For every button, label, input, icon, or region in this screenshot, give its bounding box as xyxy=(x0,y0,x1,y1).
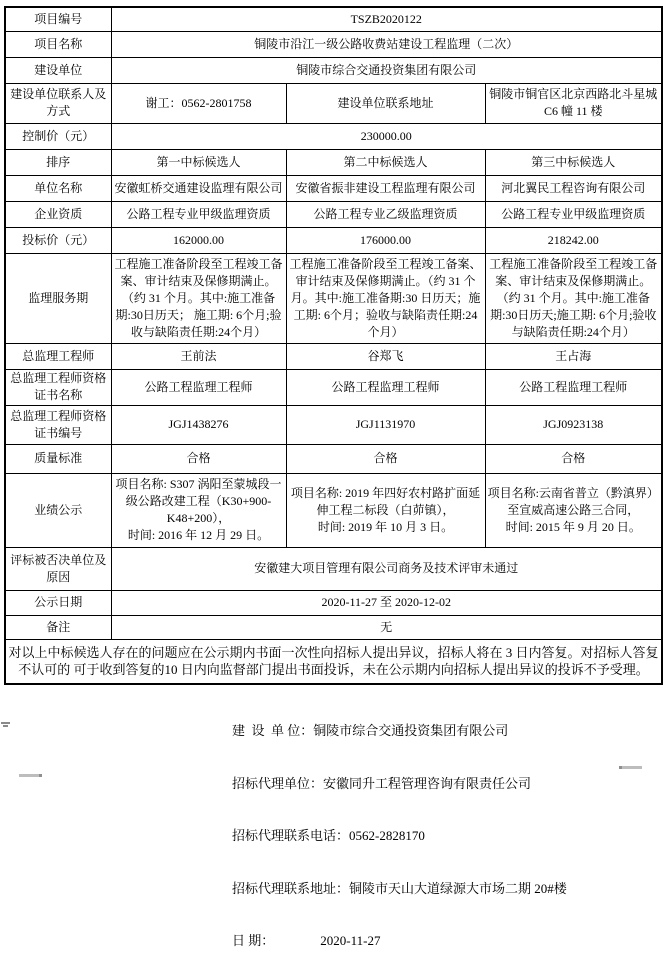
qualification-label: 企业资质 xyxy=(5,201,111,227)
table-move-handle-icon[interactable] xyxy=(1,722,11,729)
handle-bar xyxy=(3,725,8,727)
rank-second: 第二中标候选人 xyxy=(286,149,485,175)
owner-contact-address-label: 建设单位联系地址 xyxy=(286,83,485,123)
row-objection-note xyxy=(5,639,662,684)
owner-label: 建设单位 xyxy=(5,57,111,83)
service-period-label: 监理服务期 xyxy=(5,253,111,343)
footer-agency: 招标代理单位：安徽同升工程管理咨询有限责任公司 xyxy=(232,775,532,791)
bid-price-2: 176000.00 xyxy=(286,227,485,253)
project-name-label: 项目名称 xyxy=(5,31,111,57)
performance-2-project: 项目名称: 2019 年四好农村路扩面延伸工程二标段（白茆镇）， xyxy=(290,485,481,517)
qualification-3: 公路工程专业甲级监理资质 xyxy=(485,201,662,227)
cert-name-3: 公路工程监理工程师 xyxy=(485,369,662,405)
row-quality-standard xyxy=(5,444,662,473)
objection-note: 对以上中标候选人存在的问题应在公示期内书面一次性向招标人提出异议，招标人将在 3 日内答复。对招标人答复不认可的 可于收到答复的10 日内向监督部门提出书面投诉，未在公示期内向招标人提出异议的投诉不予受理。 xyxy=(5,639,662,684)
cert-name-2: 公路工程监理工程师 xyxy=(286,369,485,405)
rank-first: 第一中标候选人 xyxy=(111,149,286,175)
qualification-2: 公路工程专业乙级监理资质 xyxy=(286,201,485,227)
publicity-date-label: 公示日期 xyxy=(5,590,111,615)
chief-engineer-label: 总监理工程师 xyxy=(5,343,111,369)
publicity-date-value: 2020-11-27 至 2020-12-02 xyxy=(111,590,662,615)
performance-3-project: 项目名称:云南省普立（黔滇界）至宣威高速公路三合同， xyxy=(487,485,659,517)
footer-agency-address: 招标代理联系地址：铜陵市天山大道绿源大市场二期 20#楼 xyxy=(232,880,567,896)
performance-1-project: 项目名称: S307 涡阳至蒙城段一级公路改建工程（K30+900-K48+200）， xyxy=(115,477,282,525)
project-name-value: 铜陵市沿江一级公路收费站建设工程监理（二次） xyxy=(111,31,662,57)
remark-value: 无 xyxy=(111,615,662,639)
project-number-value: TSZB2020122 xyxy=(111,7,662,31)
row-company-name xyxy=(5,175,662,201)
service-period-2: 工程施工准备阶段至工程竣工备案、审计结束及保修期满止。（约 31 个月。其中:施工准备期:30 日历天；施工期: 6个月；验收与缺陷责任期:24个月） xyxy=(286,253,485,343)
performance-2-time: 时间: 2019 年 10 月 3 日。 xyxy=(317,519,454,534)
row-control-price xyxy=(5,123,662,149)
bid-price-3: 218242.00 xyxy=(485,227,662,253)
bid-publicity-table xyxy=(4,6,663,685)
signature-block xyxy=(232,687,567,967)
quality-standard-1: 合格 xyxy=(111,444,286,473)
chief-engineer-1: 王前法 xyxy=(111,343,286,369)
scrollbar-nub-left[interactable] xyxy=(19,774,42,777)
performance-label: 业绩公示 xyxy=(5,473,111,547)
company-name-2: 安徽省振非建设工程监理有限公司 xyxy=(286,175,485,201)
control-price-label: 控制价（元） xyxy=(5,123,111,149)
quality-standard-3: 合格 xyxy=(485,444,662,473)
row-project-number xyxy=(5,7,662,31)
company-name-3: 河北翼民工程咨询有限公司 xyxy=(485,175,662,201)
service-period-1: 工程施工准备阶段至工程竣工备案、审计结束及保修期满止。（约 31 个月。其中:施工准备期:30日历天； 施工期: 6个月;验收与缺陷责任期:24个月） xyxy=(111,253,286,343)
row-cert-number xyxy=(5,405,662,444)
row-remark xyxy=(5,615,662,639)
quality-standard-2: 合格 xyxy=(286,444,485,473)
company-name-label: 单位名称 xyxy=(5,175,111,201)
chief-engineer-2: 谷郑飞 xyxy=(286,343,485,369)
owner-contact-label: 建设单位联系人及方式 xyxy=(5,83,111,123)
owner-value: 铜陵市综合交通投资集团有限公司 xyxy=(111,57,662,83)
quality-standard-label: 质量标准 xyxy=(5,444,111,473)
rejected-bidder-value: 安徽建大项目管理有限公司商务及技术评审未通过 xyxy=(111,547,662,590)
row-cert-name xyxy=(5,369,662,405)
cert-number-3: JGJ0923138 xyxy=(485,405,662,444)
footer-date-label: 日 期： xyxy=(232,933,275,948)
rejected-bidder-label: 评标被否决单位及原因 xyxy=(5,547,111,590)
chief-engineer-3: 王占海 xyxy=(485,343,662,369)
row-qualification xyxy=(5,201,662,227)
performance-3 xyxy=(485,473,662,547)
footer-date-line xyxy=(232,932,567,950)
rank-third: 第三中标候选人 xyxy=(485,149,662,175)
scrollbar-nub-dot xyxy=(619,766,622,769)
row-project-name xyxy=(5,31,662,57)
service-period-3: 工程施工准备阶段至工程竣工备案、审计结束及保修期满止。（约 31 个月。其中:施工准备期:30日历天;施工期: 6个月;验收与缺陷责任期:24个月） xyxy=(485,253,662,343)
project-number-label: 项目编号 xyxy=(5,7,111,31)
row-service-period xyxy=(5,253,662,343)
row-bid-price xyxy=(5,227,662,253)
cert-number-label: 总监理工程师资格证书编号 xyxy=(5,405,111,444)
footer-date-value: 2020-11-27 xyxy=(320,933,381,948)
row-rank xyxy=(5,149,662,175)
scrollbar-nub-right[interactable] xyxy=(619,766,642,769)
scrollbar-nub-dot xyxy=(39,774,42,777)
performance-1 xyxy=(111,473,286,547)
remark-label: 备注 xyxy=(5,615,111,639)
cert-number-2: JGJ1131970 xyxy=(286,405,485,444)
company-name-1: 安徽虹桥交通建设监理有限公司 xyxy=(111,175,286,201)
row-chief-engineer xyxy=(5,343,662,369)
footer-owner: 建 设 单 位：铜陵市综合交通投资集团有限公司 xyxy=(232,723,509,738)
bid-price-1: 162000.00 xyxy=(111,227,286,253)
owner-contact-address: 铜陵市铜官区北京西路北斗星城 C6 幢 11 楼 xyxy=(485,83,662,123)
rank-label: 排序 xyxy=(5,149,111,175)
performance-3-time: 时间: 2015 年 9 月 20 日。 xyxy=(505,519,641,534)
cert-name-label: 总监理工程师资格证书名称 xyxy=(5,369,111,405)
qualification-1: 公路工程专业甲级监理资质 xyxy=(111,201,286,227)
control-price-value: 230000.00 xyxy=(111,123,662,149)
footer-agency-phone: 招标代理联系电话：0562-2828170 xyxy=(232,828,425,843)
row-publicity-date xyxy=(5,590,662,615)
owner-contact-person: 谢工：0562-2801758 xyxy=(111,83,286,123)
cert-name-1: 公路工程监理工程师 xyxy=(111,369,286,405)
handle-bar xyxy=(1,722,10,724)
performance-1-time: 时间: 2016 年 12 月 29 日。 xyxy=(127,528,270,542)
row-owner xyxy=(5,57,662,83)
row-owner-contact xyxy=(5,83,662,123)
bid-price-label: 投标价（元） xyxy=(5,227,111,253)
row-rejected-bidder xyxy=(5,547,662,590)
performance-2 xyxy=(286,473,485,547)
cert-number-1: JGJ1438276 xyxy=(111,405,286,444)
row-performance xyxy=(5,473,662,547)
